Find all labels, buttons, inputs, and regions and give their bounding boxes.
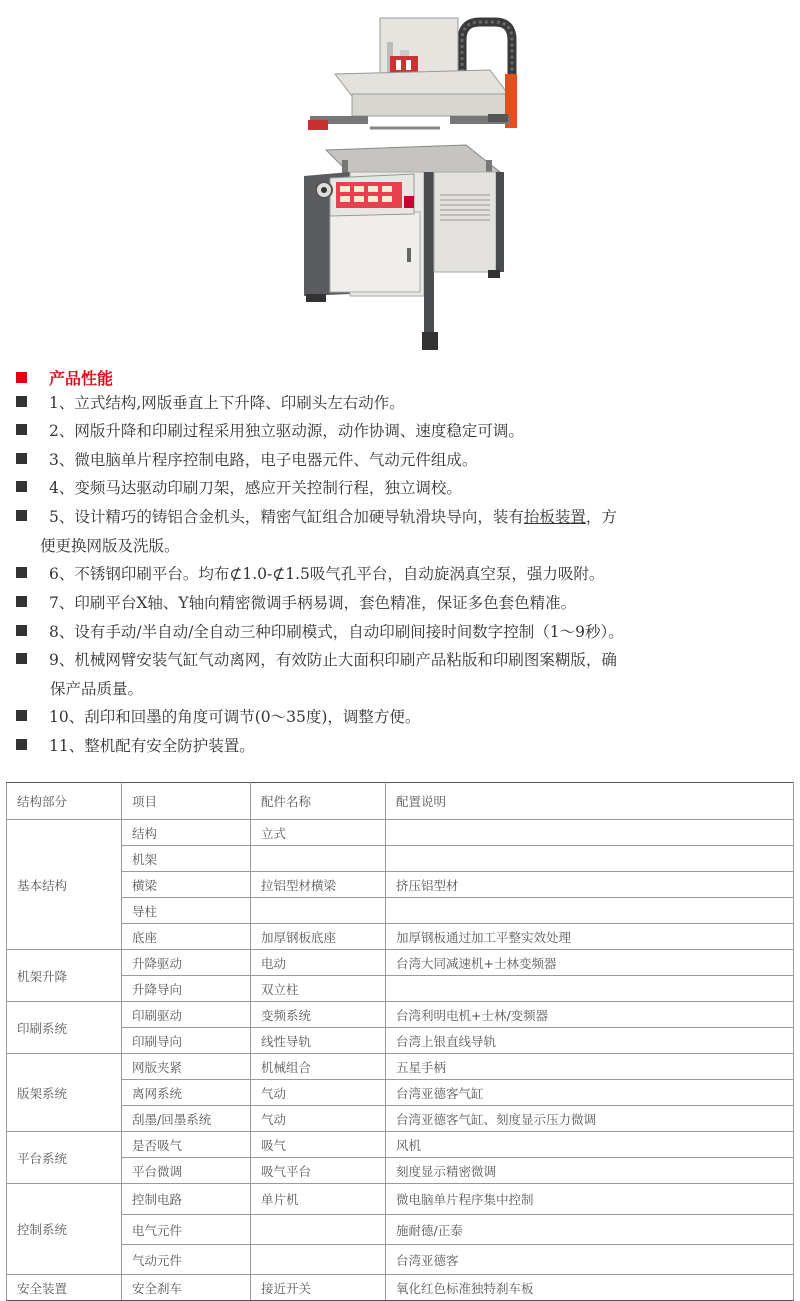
header-cell: 结构部分 [7,783,122,820]
table-cell [251,898,386,924]
table-cell [251,1245,386,1275]
bullet-icon [16,710,27,721]
header-cell: 项目 [122,783,251,820]
table-cell [251,1215,386,1245]
table-cell: 刮墨/回墨系统 [122,1106,251,1132]
bullet-icon [16,739,27,750]
table-cell: 网版夹紧 [122,1054,251,1080]
table-cell: 立式 [251,820,386,846]
group-cell: 控制系统 [7,1184,122,1275]
table-cell: 台湾亚德客气缸 [386,1080,794,1106]
table-cell: 机械组合 [251,1054,386,1080]
table-cell: 接近开关 [251,1275,386,1301]
bullet-icon [16,481,27,492]
table-cell [251,846,386,872]
feature-item: 9、机械网臂安装气缸气动离网，有效防止大面积印刷产品粘版和印刷图案糊版，确 保产品质量。 [16,646,617,704]
table-row [7,1054,794,1080]
table-row [7,1080,794,1106]
table-cell: 挤压铝型材 [386,872,794,898]
group-cell: 平台系统 [7,1132,122,1184]
table-row [7,1245,794,1275]
table-cell: 台湾大同减速机+士林变频器 [386,950,794,976]
table-cell: 刻度显示精密微调 [386,1158,794,1184]
bullet-icon [16,453,27,464]
table-row [7,1002,794,1028]
table-cell: 微电脑单片程序集中控制 [386,1184,794,1215]
table-cell: 安全刹车 [122,1275,251,1301]
table-cell: 加厚钢板通过加工平整实效处理 [386,924,794,950]
table-cell: 单片机 [251,1184,386,1215]
table-row [7,846,794,872]
table-cell [386,846,794,872]
table-cell: 五星手柄 [386,1054,794,1080]
header-cell: 配置说明 [386,783,794,820]
table-cell: 控制电路 [122,1184,251,1215]
table-cell: 平台微调 [122,1158,251,1184]
feature-item: 10、刮印和回墨的角度可调节(0～35度)，调整方便。 [16,703,420,732]
group-cell: 基本结构 [7,820,122,950]
table-row [7,1215,794,1245]
bullet-icon [16,567,27,578]
table-header-row [7,783,794,820]
feature-item: 3、微电脑单片程序控制电路，电子电器元件、气动元件组成。 [16,446,477,475]
table-cell: 结构 [122,820,251,846]
table-cell: 印刷导向 [122,1028,251,1054]
table-cell: 横梁 [122,872,251,898]
table-cell [386,820,794,846]
feature-item: 1、立式结构,网版垂直上下升降、印刷头左右动作。 [16,389,405,418]
table-row [7,924,794,950]
table-row [7,950,794,976]
table-row [7,898,794,924]
table-cell: 线性导轨 [251,1028,386,1054]
table-row [7,1158,794,1184]
table-cell: 吸气平台 [251,1158,386,1184]
table-cell: 变频系统 [251,1002,386,1028]
table-cell: 升降导向 [122,976,251,1002]
table-cell: 加厚钢板底座 [251,924,386,950]
group-cell: 印刷系统 [7,1002,122,1054]
table-cell: 氧化红色标准独特刹车板 [386,1275,794,1301]
table-row [7,1184,794,1215]
table-cell: 台湾亚德客气缸、刻度显示压力微调 [386,1106,794,1132]
table-cell: 风机 [386,1132,794,1158]
feature-item: 7、印刷平台X轴、Y轴向精密微调手柄易调，套色精准，保证多色套色精准。 [16,589,576,618]
table-cell: 台湾亚德客 [386,1245,794,1275]
header-cell: 配件名称 [251,783,386,820]
feature-item: 6、不锈钢印刷平台。均布⊄1.0-⊄1.5吸气孔平台，自动旋涡真空泵，强力吸附。 [16,560,604,589]
feature-item: 5、设计精巧的铸铝合金机头，精密气缸组合加硬导轨滑块导向，装有抬板装置，方 便更换网版及洗版。 [16,503,617,561]
table-cell: 底座 [122,924,251,950]
table-cell: 台湾利明电机+士林/变频器 [386,1002,794,1028]
configuration-table [6,782,794,1301]
table-cell: 台湾上银直线导轨 [386,1028,794,1054]
features-title-text: 产品性能 [49,369,114,388]
table-cell: 导柱 [122,898,251,924]
bullet-icon [16,653,27,664]
table-cell: 气动 [251,1080,386,1106]
feature-item: 2、网版升降和印刷过程采用独立驱动源，动作协调、速度稳定可调。 [16,417,524,446]
table-cell: 是否吸气 [122,1132,251,1158]
table-cell: 机架 [122,846,251,872]
features-title [16,366,113,389]
table-cell: 电动 [251,950,386,976]
table-row [7,1132,794,1158]
table-row [7,872,794,898]
feature-item: 11、整机配有安全防护装置。 [16,732,255,761]
table-row [7,1028,794,1054]
table-cell: 施耐德/正泰 [386,1215,794,1245]
table-cell: 气动元件 [122,1245,251,1275]
group-cell: 版架系统 [7,1054,122,1132]
table-cell: 拉铝型材横梁 [251,872,386,898]
table-cell: 电气元件 [122,1215,251,1245]
bullet-icon [16,424,27,435]
table-cell [386,976,794,1002]
bullet-icon [16,372,27,383]
table-cell: 离网系统 [122,1080,251,1106]
table-row [7,976,794,1002]
table-cell: 印刷驱动 [122,1002,251,1028]
table-cell: 气动 [251,1106,386,1132]
feature-item: 4、变频马达驱动印刷刀架，感应开关控制行程，独立调校。 [16,474,462,503]
table-row [7,1106,794,1132]
bullet-icon [16,625,27,636]
table-cell: 升降驱动 [122,950,251,976]
bullet-icon [16,510,27,521]
feature-item: 8、设有手动/半自动/全自动三种印刷模式，自动印刷间接时间数字控制（1～9秒）。 [16,618,624,647]
table-cell: 吸气 [251,1132,386,1158]
table-row [7,1275,794,1301]
lift-plate-link[interactable]: 抬板装置 [523,508,586,526]
table-row [7,820,794,846]
screen-printing-machine-image [290,0,530,358]
bullet-icon [16,596,27,607]
group-cell: 机架升降 [7,950,122,1002]
table-cell: 双立柱 [251,976,386,1002]
group-cell: 安全装置 [7,1275,122,1301]
table-cell [386,898,794,924]
bullet-icon [16,396,27,407]
